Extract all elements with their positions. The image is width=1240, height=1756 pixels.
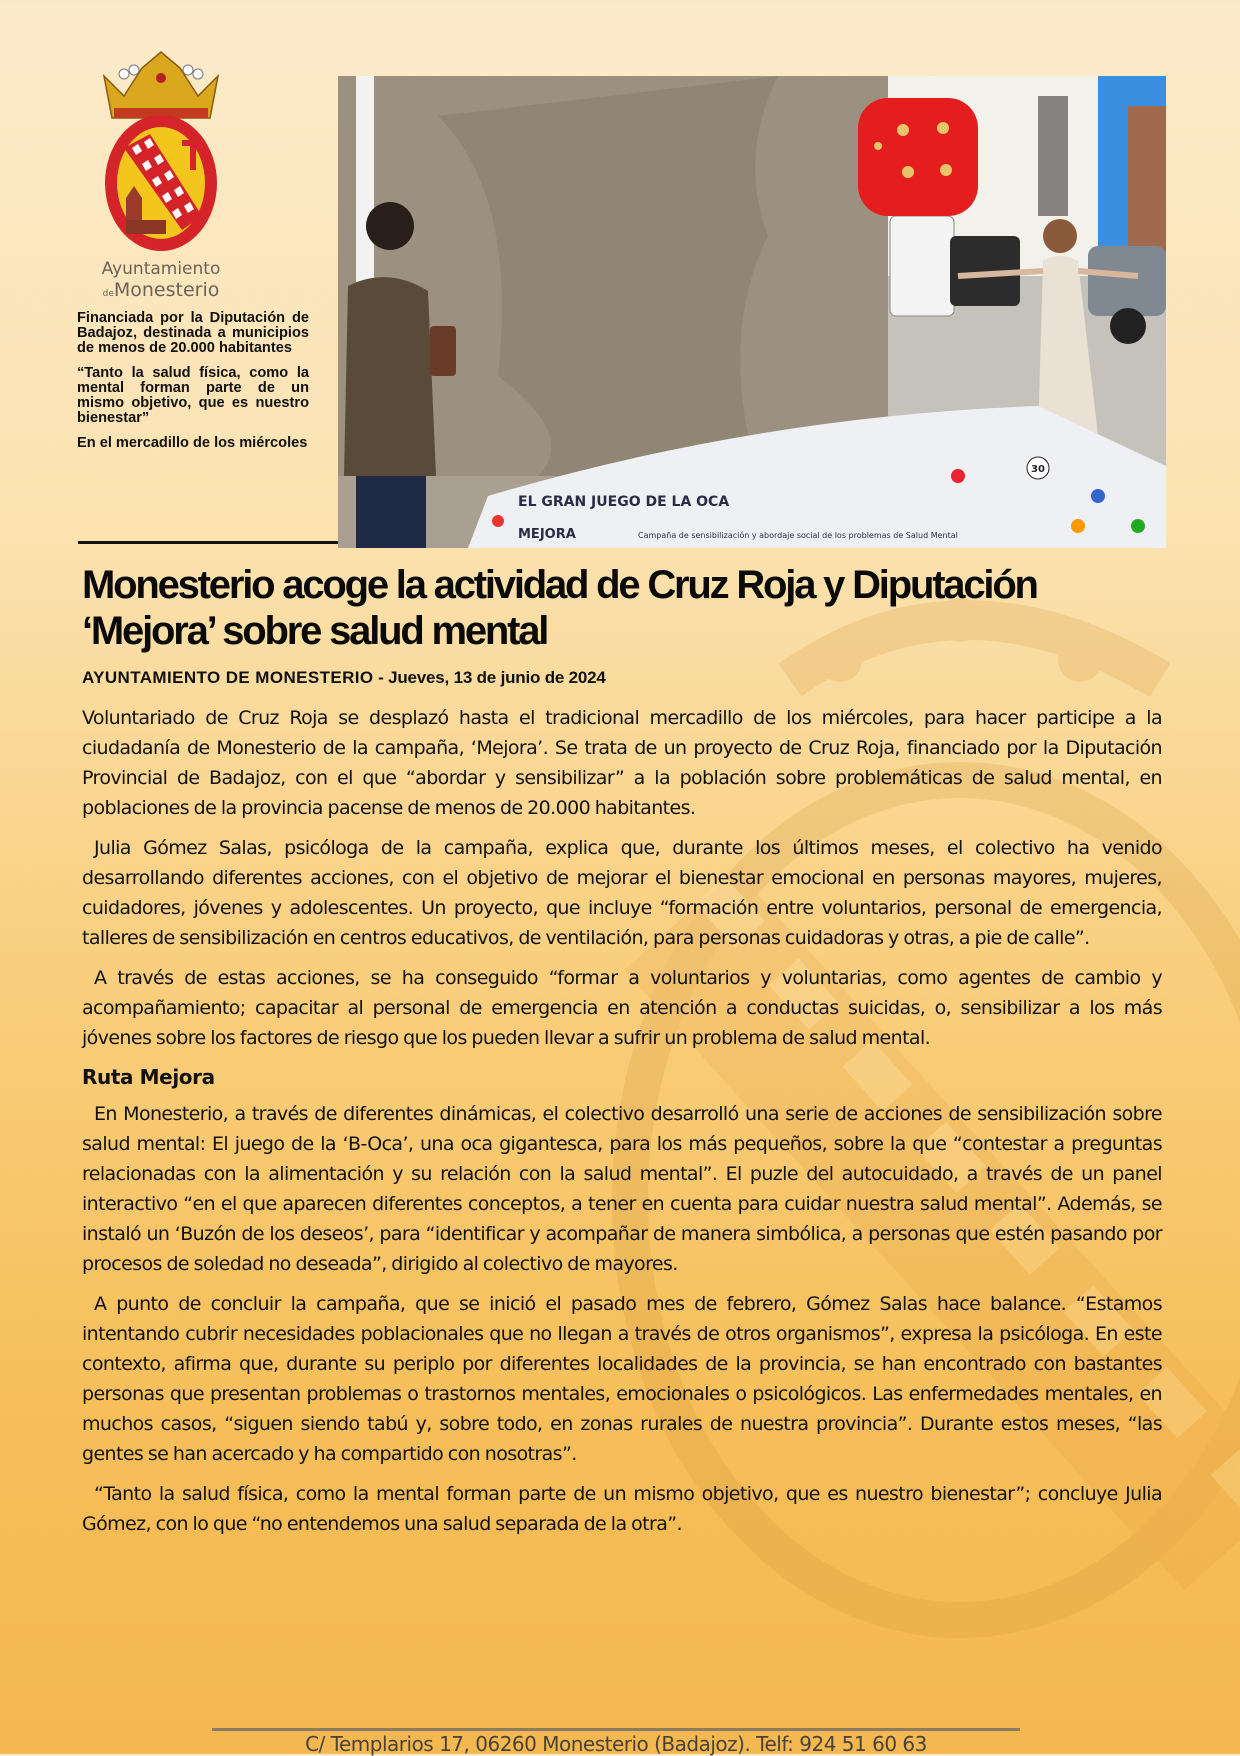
- article-paragraph: A través de estas acciones, se ha conseguido “formar a voluntarios y voluntarias, como agentes de cambio y acompañamiento; capacitar al personal de emergencia en atención a conductas suicidas, o, sensibilizar a los más jóvenes sobre los factores de riesgo que los pueden llevar a sufrir un problema de salud mental.: [82, 967, 1162, 1049]
- article-body: [82, 703, 1162, 1549]
- byline-separator: -: [373, 668, 389, 687]
- article-headline: Monesterio acoge la actividad de Cruz Roja y Diputación ‘Mejora’ sobre salud mental: [82, 563, 1037, 653]
- sidebar-divider: [78, 541, 338, 544]
- ayuntamiento-logo: [86, 48, 236, 298]
- article-subheading: Ruta Mejora: [82, 1065, 215, 1089]
- footer-address: C/ Templarios 17, 06260 Monesterio (Badajoz). Telf: 924 51 60 63: [305, 1732, 927, 1756]
- logo-line-1: Ayuntamiento: [101, 259, 221, 279]
- highlight-quote: “Tanto la salud física, como la mental forman parte de un mismo objetivo, que es nuestro bienestar”: [77, 365, 309, 426]
- article-paragraph: “Tanto la salud física, como la mental forman parte de un mismo objetivo, que es nuestro bienestar”; concluye Julia Gómez, con lo que “no entendemos una salud separada de la otra”.: [82, 1483, 1162, 1535]
- article-photo: [338, 76, 1166, 548]
- logo-line-2: deMonesterio: [102, 279, 220, 298]
- article-paragraph: Julia Gómez Salas, psicóloga de la campaña, explica que, durante los últimos meses, el colectivo ha venido desarrollando diferentes acciones, con el objetivo de mejorar el bienestar emocional en personas mayores, mujeres, cuidadores, jóvenes y adolescentes. Un proyecto, que incluye “formación entre voluntarios, personal de emergencia, talleres de sensibilización en centros educativos, de ventilación, para personas cuidadoras y otras, a pie de calle”.: [82, 837, 1162, 949]
- byline-date: Jueves, 13 de junio de 2024: [388, 668, 606, 687]
- mat-subtitle: Campaña de sensibilización y abordaje social de los problemas de Salud Mental: [638, 531, 958, 540]
- mat-title: EL GRAN JUEGO DE LA OCA: [518, 494, 730, 510]
- article-paragraph: A punto de concluir la campaña, que se inició el pasado mes de febrero, Gómez Salas hace balance. “Estamos intentando cubrir necesidades poblacionales que no llegan a través de otros organismos”, expresa la psicóloga. En este contexto, afirma que, durante su periplo por diferentes localidades de la provincia, se han encontrado con bastantes personas que presentan problemas o trastornos mentales, emocionales o psicológicos. Las enfermedades mentales, en muchos casos, “siguen siendo tabú y, sobre todo, en zonas rurales de nuestra provincia”. Durante estos meses, “las gentes se han acercado y ha compartido con nosotras”.: [82, 1293, 1162, 1465]
- shield-icon: [105, 115, 217, 251]
- mat-square-number: 30: [1031, 464, 1045, 475]
- highlight-funding: Financiada por la Diputación de Badajoz, destinada a municipios de menos de 20.000 habitantes: [77, 310, 309, 356]
- byline-source: AYUNTAMIENTO DE MONESTERIO: [82, 668, 374, 687]
- article-byline: [82, 668, 606, 688]
- mat-brand: MEJORA: [518, 527, 576, 542]
- red-dice-icon: [858, 98, 978, 216]
- article-paragraph: En Monesterio, a través de diferentes dinámicas, el colectivo desarrolló una serie de acciones de sensibilización sobre salud mental: El juego de la ‘B-Oca’, una oca gigantesca, para los más pequeños, sobre la que “contestar a preguntas relacionadas con la alimentación y su relación con la salud mental”. El puzle del autocuidado, a través de un panel interactivo “en el que aparecen diferentes conceptos, a tener en cuenta para cuidar nuestra salud mental”. Además, se instaló un ‘Buzón de los deseos’, para “identificar y acompañar de manera simbólica, a personas que estén pasando por procesos de soledad no deseada”, dirigido al colectivo de mayores.: [82, 1103, 1162, 1275]
- footer-divider: [212, 1728, 1020, 1731]
- sidebar-highlights: [77, 311, 309, 461]
- highlight-location: En el mercadillo de los miércoles: [77, 435, 308, 451]
- article-paragraph: Voluntariado de Cruz Roja se desplazó hasta el tradicional mercadillo de los miércoles, para hacer participe a la ciudadanía de Monesterio de la campaña, ‘Mejora’. Se trata de un proyecto de Cruz Roja, financiado por la Diputación Provincial de Badajoz, con el que “abordar y sensibilizar” a la población sobre problemáticas de salud mental, en poblaciones de la provincia pacense de menos de 20.000 habitantes.: [82, 707, 1162, 819]
- crown-icon: [104, 52, 218, 118]
